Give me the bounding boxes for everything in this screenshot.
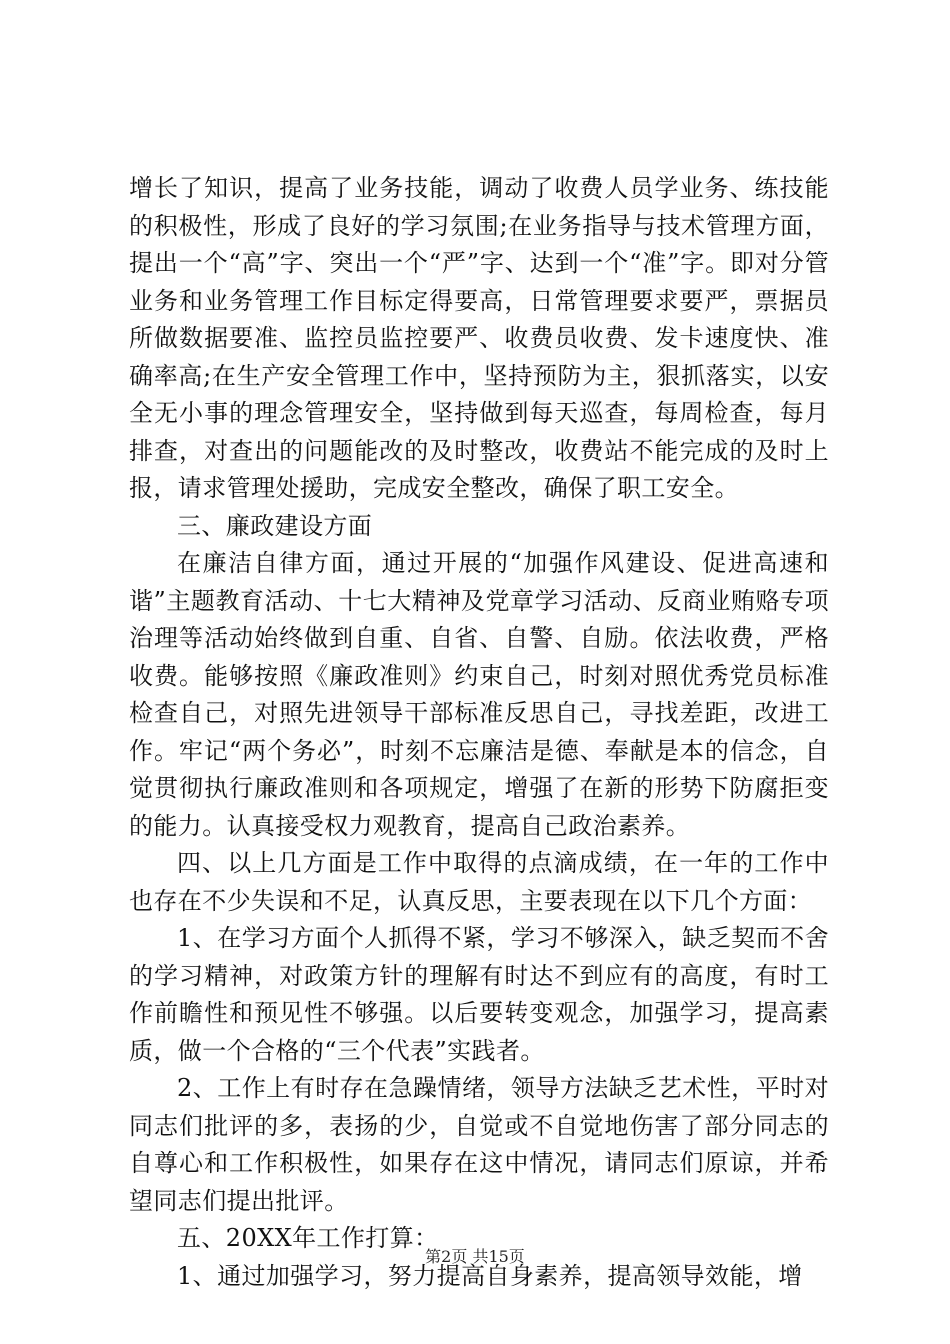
paragraph-continuation: 增长了知识，提高了业务技能，调动了收费人员学业务、练技能的积极性，形成了良好的学习氛围;在业务指导与技术管理方面，提出一个“高”字、突出一个“严”字、达到一个“准”字。即对分管业务和业务管理工作目标定得要高，日常管理要求要严，票据员所做数据要准、监控员监控要严、收费员收费、发卡速度快、准确率高;在生产安全管理工作中，坚持预防为主，狠抓落实，以安全无小事的理念管理安全，坚持做到每天巡查，每周检查，每月排查，对查出的问题能改的及时整改，收费站不能完成的及时上报，请求管理处援助，完成安全整改，确保了职工安全。 <box>129 174 829 502</box>
section-heading-integrity: 三、廉政建设方面 <box>177 511 373 540</box>
section-heading-plan: 五、20XX年工作打算： <box>177 1224 439 1252</box>
document-body <box>129 170 829 1295</box>
page-number-footer: 第2页 共15页 <box>425 1247 525 1266</box>
paragraph-item-2: 2、工作上有时存在急躁情绪，领导方法缺乏艺术性，平时对同志们批评的多，表扬的少，自觉或不自觉地伤害了部分同志的自尊心和工作积极性，如果存在这中情况，请同志们原谅，并希望同志们提出批评。 <box>129 1074 829 1215</box>
paragraph-plan-item-1: 1、通过加强学习，努力提高自身素养，提高领导效能，增 <box>177 1261 803 1290</box>
paragraph-shortcomings: 四、以上几方面是工作中取得的点滴成绩，在一年的工作中也存在不少失误和不足，认真反思，主要表现在以下几个方面： <box>129 849 829 915</box>
paragraph-item-1: 1、在学习方面个人抓得不紧，学习不够深入，缺乏契而不舍的学习精神，对政策方针的理解有时达不到应有的高度，有时工作前瞻性和预见性不够强。以后要转变观念，加强学习，提高素质，做一个合格的“三个代表”实践者。 <box>129 924 829 1065</box>
paragraph-integrity: 在廉洁自律方面，通过开展的“加强作风建设、促进高速和谐”主题教育活动、十七大精神及党章学习活动、反商业贿赂专项治理等活动始终做到自重、自省、自警、自励。依法收费，严格收费。能够按照《廉政准则》约束自己，时刻对照优秀党员标准检查自己，对照先进领导干部标准反思自己，寻找差距，改进工作。牢记“两个务必”，时刻不忘廉洁是德、奉献是本的信念，自觉贯彻执行廉政准则和各项规定，增强了在新的形势下防腐拒变的能力。认真接受权力观教育，提高自己政治素养。 <box>129 549 829 840</box>
